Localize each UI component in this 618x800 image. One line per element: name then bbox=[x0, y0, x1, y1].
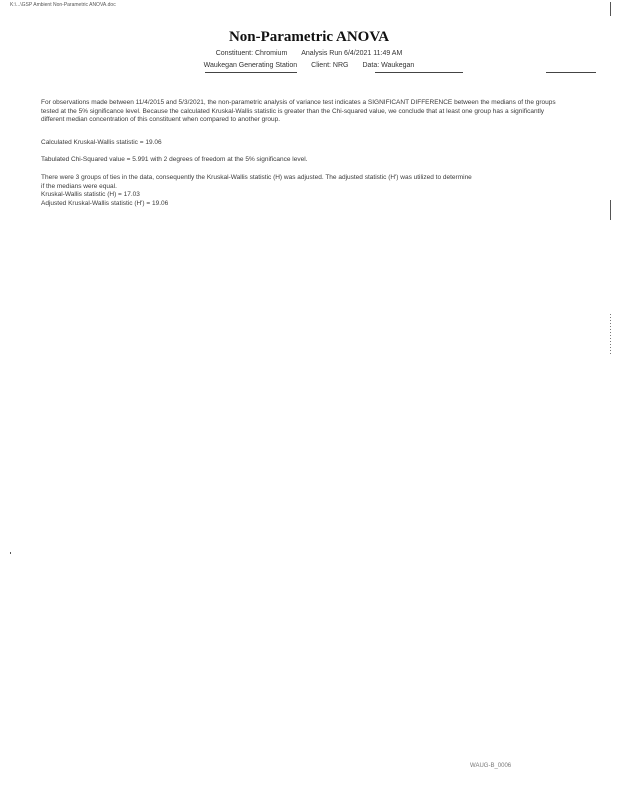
analysis-run-label: Analysis Run 6/4/2021 11:49 AM bbox=[301, 50, 403, 57]
calculated-statistic-paragraph bbox=[41, 139, 561, 148]
conclusion-paragraph bbox=[41, 99, 561, 125]
ties-line-1: There were 3 groups of ties in the data, consequently the Kruskal-Wallis statistic (H) was adjusted. The adjusted statistic (H') was utilized to determine bbox=[41, 174, 472, 181]
subtitle-line-2 bbox=[0, 62, 618, 69]
data-label: Data: Waukegan bbox=[362, 62, 415, 69]
client-label: Client: NRG bbox=[311, 62, 349, 69]
subtitle-line-1 bbox=[0, 50, 618, 57]
header-rule-far-right bbox=[546, 72, 596, 73]
page-title: Non-Parametric ANOVA bbox=[228, 29, 390, 45]
header-rule-right bbox=[375, 72, 463, 73]
station-label: Waukegan Generating Station bbox=[203, 62, 298, 69]
ties-adjustment-paragraph bbox=[41, 174, 561, 208]
bates-code: WAUG-B_0006 bbox=[470, 763, 512, 769]
tabulated-chi-squared-text: Tabulated Chi-Squared value = 5.991 with 2 degrees of freedom at the 5% significance level. bbox=[41, 156, 308, 163]
scan-edge-mark bbox=[610, 200, 611, 220]
calculated-statistic-text: Calculated Kruskal-Wallis statistic = 19.06 bbox=[41, 139, 162, 146]
scan-edge-mark bbox=[10, 552, 11, 554]
scan-edge-mark bbox=[610, 314, 611, 354]
header-file-path: K:\...\GSP Ambient Non-Parametric ANOVA.doc bbox=[10, 2, 116, 8]
constituent-label: Constituent: Chromium bbox=[215, 50, 288, 57]
adjusted-kruskal-wallis-line: Adjusted Kruskal-Wallis statistic (H') = 19.06 bbox=[41, 199, 169, 207]
tabulated-chi-squared-paragraph bbox=[41, 156, 561, 165]
scan-edge-mark bbox=[610, 2, 611, 16]
conclusion-text: For observations made between 11/4/2015 and 5/3/2021, the non-parametric analysis of variance test indicates a SIGNIFICANT DIFFERENCE between the medians of the groups tested at the 5% significance level. Because the calculated Kruskal-Wallis statistic is greater than the Chi-squared value, we conclude that at least one group has a significantly different median concentration of this constituent when compared to another group. bbox=[41, 99, 556, 124]
kruskal-wallis-h-line: Kruskal-Wallis statistic (H) = 17.03 bbox=[41, 191, 140, 199]
header-rule-left bbox=[205, 72, 297, 73]
ties-line-2: if the medians were equal. bbox=[41, 182, 117, 190]
